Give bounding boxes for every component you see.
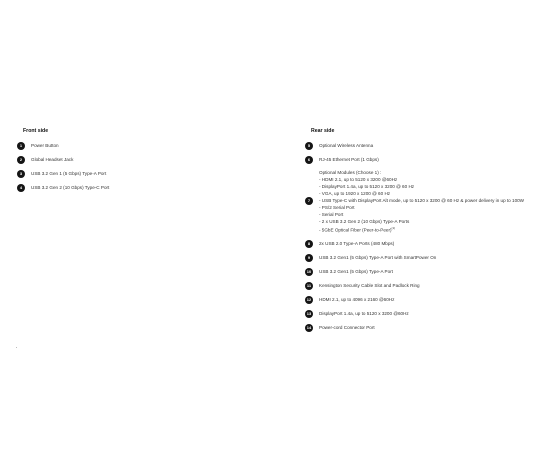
port-label: HDMI 2.1, up to 4096 x 2160 @60Hz bbox=[319, 296, 395, 302]
number-badge: 9 bbox=[305, 254, 313, 262]
port-label: Optional Wireless Antenna bbox=[319, 143, 374, 148]
port-label: USB 3.2 Gen1 (5 Gbps) Type-A Port bbox=[319, 268, 393, 274]
port-label: Power Button bbox=[31, 143, 59, 148]
port-item-5 bbox=[305, 139, 545, 153]
number-badge: 7 bbox=[305, 197, 313, 205]
rear-side-section bbox=[305, 128, 545, 335]
port-label: 2x USB 2.0 Type-A Ports (480 Mbps) bbox=[319, 240, 395, 246]
number-badge: 12 bbox=[306, 296, 312, 302]
port-label: DisplayPort 1.4a, up to 5120 x 3200 @60Hz bbox=[319, 310, 409, 316]
stray-mark bbox=[16, 347, 17, 348]
number-badge: 4 bbox=[17, 184, 25, 192]
port-item-13 bbox=[305, 307, 545, 321]
module-option: - 2 x USB 3.2 Gen 2 (10 Gbps) Type-A Ports bbox=[319, 219, 410, 224]
number-badge: 5 bbox=[305, 142, 313, 150]
module-option: - DisplayPort 1.4a, up to 5120 x 3200 @ 60 Hz bbox=[319, 184, 415, 189]
port-item-6 bbox=[305, 153, 545, 167]
port-label: USB 3.2 Gen 1 (5 Gbps) Type-A Port bbox=[31, 171, 107, 176]
number-badge: 3 bbox=[17, 170, 25, 178]
number-badge: 10 bbox=[306, 268, 312, 274]
port-item-10 bbox=[305, 265, 545, 279]
port-label: USB 3.2 Gen1 (5 Gbps) Type-A Port with SmartPower On bbox=[319, 254, 437, 260]
port-item-7-optional-modules bbox=[305, 169, 545, 234]
footnote-mark: (1) bbox=[391, 226, 396, 230]
number-badge: 14 bbox=[306, 324, 312, 330]
port-item-11 bbox=[305, 279, 545, 293]
module-option: - PS/2 Serial Port bbox=[319, 205, 355, 210]
port-label: RJ-45 Ethernet Port (1 Gbps) bbox=[319, 157, 379, 162]
optional-modules-list bbox=[319, 169, 524, 234]
port-item-1 bbox=[17, 139, 277, 153]
port-label: Kensington Security Cable Slot and Padlock Ring bbox=[319, 282, 420, 288]
number-badge: 8 bbox=[305, 240, 313, 248]
port-item-2 bbox=[17, 153, 277, 167]
port-item-12 bbox=[305, 293, 545, 307]
port-label: USB 3.2 Gen 2 (10 Gbps) Type-C Port bbox=[31, 185, 110, 190]
port-item-14 bbox=[305, 321, 545, 335]
module-option-text: - 5GbE Optical Fiber (Peer-to-Peer) bbox=[319, 227, 392, 233]
port-label: Global Headset Jack bbox=[31, 157, 74, 162]
number-badge: 13 bbox=[306, 310, 312, 316]
optional-modules-title: Optional Modules (Choose 1) : bbox=[319, 170, 382, 175]
module-option: - USB Type-C with DisplayPort Alt mode, up to 5120 x 3200 @ 60 Hz & power delivery in up to 100W bbox=[319, 198, 525, 203]
module-option: - Serial Port bbox=[319, 212, 344, 217]
port-label: Power-cord Connector Port bbox=[319, 324, 375, 330]
number-badge: 1 bbox=[17, 142, 25, 150]
port-item-9 bbox=[305, 251, 545, 265]
number-badge: 2 bbox=[17, 156, 25, 164]
number-badge: 11 bbox=[306, 282, 312, 288]
module-option-fiber bbox=[319, 225, 524, 234]
number-badge: 6 bbox=[305, 156, 313, 164]
front-side-heading: Front side bbox=[23, 128, 49, 134]
port-item-3 bbox=[17, 167, 277, 181]
front-side-section bbox=[17, 128, 277, 195]
port-item-4 bbox=[17, 181, 277, 195]
module-option: - VGA, up to 1920 x 1200 @ 60 Hz bbox=[319, 191, 391, 196]
rear-side-heading: Rear side bbox=[311, 128, 335, 134]
module-option: - HDMI 2.1, up to 5120 x 3200 @60Hz bbox=[319, 177, 398, 182]
port-item-8 bbox=[305, 237, 545, 251]
